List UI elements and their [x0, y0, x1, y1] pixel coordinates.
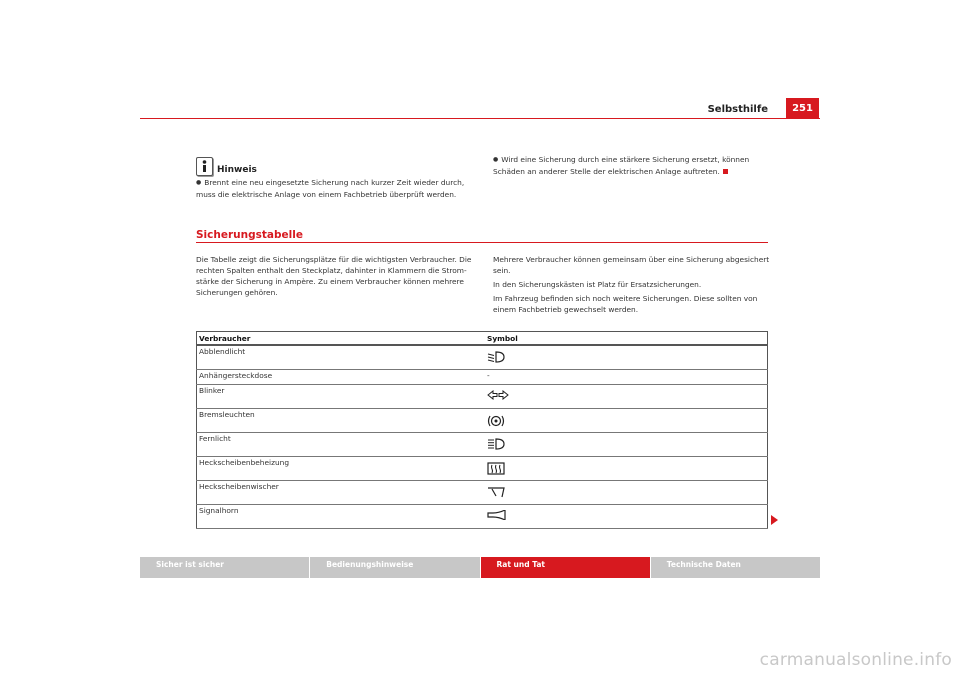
table-row: Abblendlicht	[197, 345, 768, 370]
note-bullet-1: ● Brennt eine neu eingesetzte Sicherung nach kurzer Zeit wieder durch, muss die elektrische Anlage von einem Fachbetrieb überprüft werden.	[196, 177, 464, 200]
section-title: Sicherungstabelle	[196, 229, 303, 241]
column-header-symbol: Symbol	[485, 332, 768, 346]
fuse-table	[196, 331, 768, 529]
continue-arrow-icon[interactable]	[771, 515, 778, 525]
table-row: Signalhorn	[197, 505, 768, 529]
table-row: Blinker	[197, 385, 768, 409]
high-beam-icon	[487, 438, 505, 450]
table-row: Heckscheibenbeheizung	[197, 457, 768, 481]
intro-paragraph-left: Die Tabelle zeigt die Sicherungsplätze für die wichtigsten Verbraucher. Die rechten Spalten enthalt den Steckplatz, dahinter in Klammern die Strom- stärke der Sicherung in Ampère. Zu einem Verbraucher können mehrere Sicherungen gehören.	[196, 255, 472, 297]
end-of-section-icon	[723, 169, 728, 174]
footer-tab-rat-und-tat[interactable]: Rat und Tat	[481, 557, 650, 578]
table-row: Bremsleuchten	[197, 409, 768, 433]
footer-nav	[140, 557, 820, 578]
footer-tab-sicher-ist-sicher[interactable]: Sicher ist sicher	[140, 557, 309, 578]
note-heading	[196, 157, 257, 176]
header-divider	[140, 118, 820, 119]
page-number: 251	[786, 98, 819, 118]
info-note-icon	[196, 157, 213, 176]
intro-paragraph-right: Mehrere Verbraucher können gemeinsam über eine Sicherung abgesichert sein. In den Sicherungskästen ist Platz für Ersatzsicherungen. Im Fahrzeug befinden sich noch weitere Sicherungen. Diese sollten von einem Fachbetrieb gewechselt werden.	[493, 255, 770, 314]
low-beam-icon	[487, 351, 505, 363]
watermark: carmanualsonline.info	[759, 650, 952, 670]
note-title: Hinweis	[217, 165, 257, 175]
note-bullet-2: ● Wird eine Sicherung durch eine stärkere Sicherung ersetzt, können Schäden an anderer Stelle der elektrischen Anlage auftreten.	[493, 154, 749, 177]
rear-wiper-icon	[487, 486, 505, 498]
table-row: Heckscheibenwischer	[197, 481, 768, 505]
rear-defrost-icon	[487, 462, 505, 475]
turn-signal-icon	[487, 390, 509, 400]
table-row: Anhängersteckdose -	[197, 370, 768, 385]
page-header-title: Selbsthilfe	[707, 104, 768, 115]
bullet-icon	[196, 178, 204, 187]
section-divider	[196, 242, 768, 243]
table-row: Fernlicht	[197, 433, 768, 457]
horn-icon	[487, 510, 507, 520]
brake-light-icon	[487, 414, 505, 428]
table-header-row	[197, 332, 768, 346]
footer-tab-technische-daten[interactable]: Technische Daten	[651, 557, 820, 578]
column-header-consumer: Verbraucher	[197, 332, 486, 346]
bullet-icon	[493, 155, 501, 164]
footer-tab-bedienungshinweise[interactable]: Bedienungshinweise	[310, 557, 479, 578]
